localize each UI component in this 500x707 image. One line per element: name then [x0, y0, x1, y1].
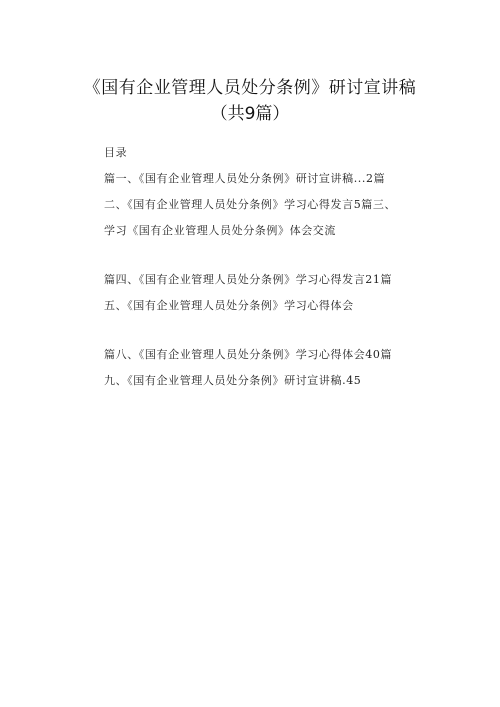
document-title: 《国有企业管理人员处分条例》研讨宣讲稿	[83, 78, 417, 98]
toc-entry: 学习《国有企业管理人员处分条例》体会交流	[104, 224, 336, 237]
toc-entry: 二、《国有企业管理人员处分条例》学习心得发言5篇三、	[104, 198, 397, 211]
toc-spacer	[104, 244, 424, 267]
toc-entry: 九、《国有企业管理人员处分条例》研讨宣讲稿.45	[104, 374, 362, 387]
toc-entry: 五、《国有企业管理人员处分条例》学习心得体会	[104, 299, 354, 312]
toc-spacer	[104, 319, 424, 342]
toc-entry: 篇四、《国有企业管理人员处分条例》学习心得发言21篇	[104, 273, 393, 286]
table-of-contents	[104, 140, 424, 394]
document-subtitle: （共9篇）	[210, 104, 290, 124]
toc-entry: 篇八、《国有企业管理人员处分条例》学习心得体会40篇	[104, 348, 393, 361]
toc-entry: 篇一、《国有企业管理人员处分条例》研讨宣讲稿...2篇	[104, 172, 386, 185]
toc-label: 目录	[104, 146, 128, 159]
